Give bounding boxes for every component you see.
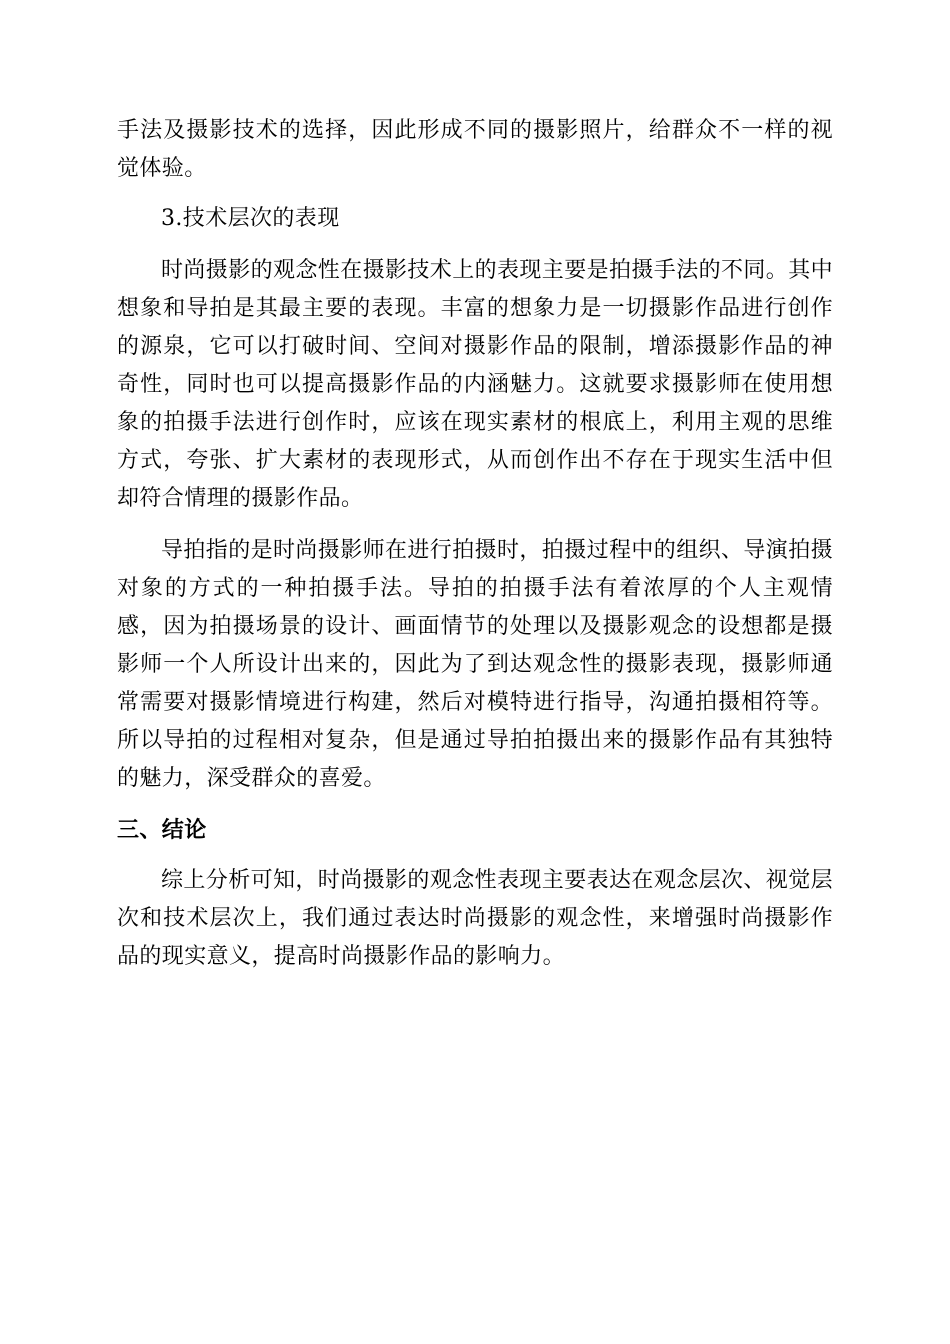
continued-paragraph: 手法及摄影技术的选择，因此形成不同的摄影照片，给群众不一样的视觉体验。 [117, 118, 833, 181]
document-body [117, 112, 833, 990]
section-heading-conclusion: 三、结论 [117, 818, 207, 843]
subheading-technical-level: 3.技术层次的表现 [161, 206, 340, 231]
paragraph-conclusion: 综上分析可知，时尚摄影的观念性表现主要表达在观念层次、视觉层次和技术层次上，我们通过表达时尚摄影的观念性，来增强时尚摄影作品的现实意义，提高时尚摄影作品的影响力。 [117, 868, 834, 969]
paragraph-directed-shooting: 导拍指的是时尚摄影师在进行拍摄时，拍摄过程中的组织、导演拍摄对象的方式的一种拍摄手法。导拍的拍摄手法有着浓厚的个人主观情感，因为拍摄场景的设计、画面情节的处理以及摄影观念的设想都是摄影师一个人所设计出来的，因此为了到达观念性的摄影表现，摄影师通常需要对摄影情境进行构建，然后对模特进行指导，沟通拍摄相符等。所以导拍的过程相对复杂，但是通过导拍拍摄出来的摄影作品有其独特的魅力，深受群众的喜爱。 [117, 538, 834, 791]
paragraph-imagination: 时尚摄影的观念性在摄影技术上的表现主要是拍摄手法的不同。其中想象和导拍是其最主要的表现。丰富的想象力是一切摄影作品进行创作的源泉，它可以打破时间、空间对摄影作品的限制，增添摄影作品的神奇性，同时也可以提高摄影作品的内涵魅力。这就要求摄影师在使用想象的拍摄手法进行创作时，应该在现实素材的根底上，利用主观的思维方式，夸张、扩大素材的表现形式，从而创作出不存在于现实生活中但却符合情理的摄影作品。 [117, 258, 834, 511]
